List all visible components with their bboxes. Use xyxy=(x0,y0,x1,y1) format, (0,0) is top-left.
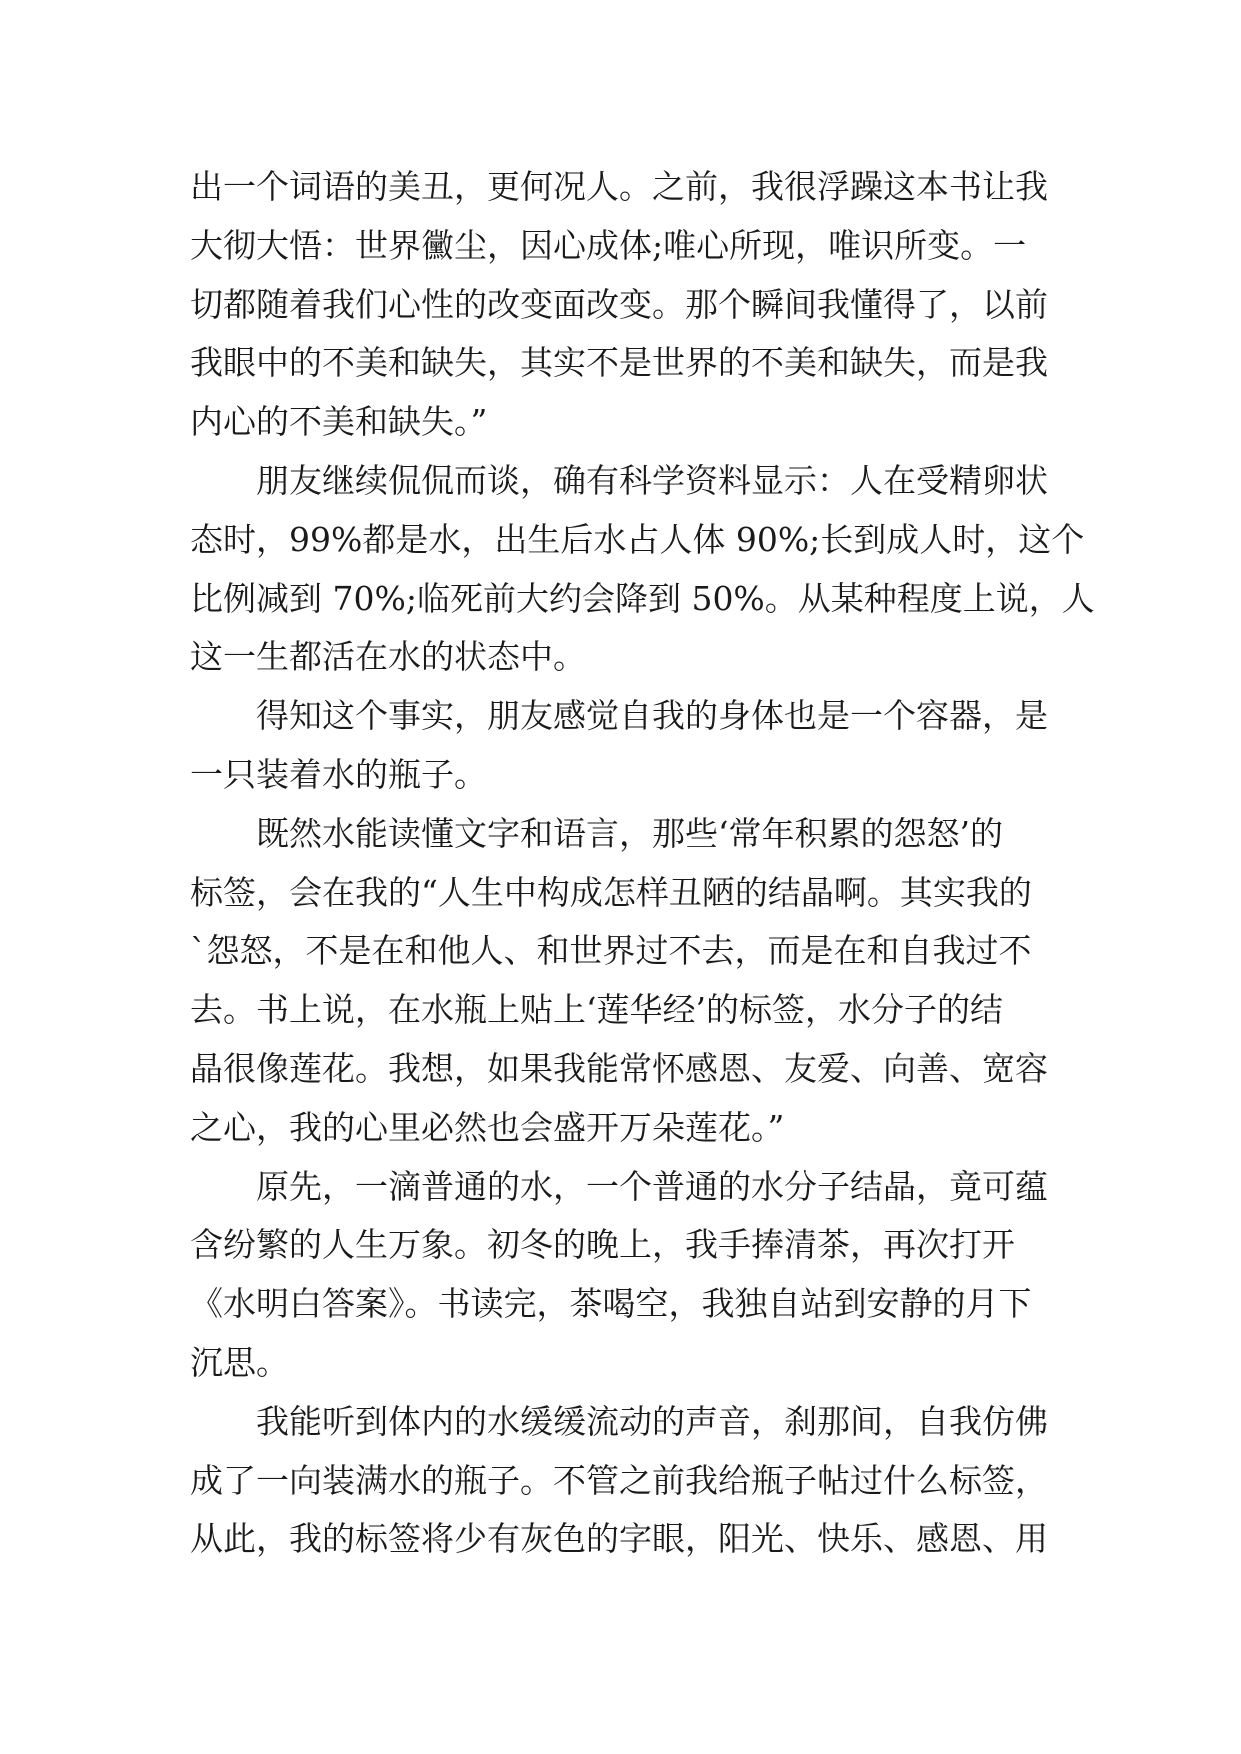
text-line: 成了一向装满水的瓶子。不管之前我给瓶子帖过什么标签， xyxy=(190,1460,1048,1500)
text-line: 出一个词语的美丑，更何况人。之前，我很浮躁这本书让我 xyxy=(190,167,1048,206)
paragraph-first-line: 得知这个事实，朋友感觉自我的身体也是一个容器，是 xyxy=(256,696,1048,736)
text-line: 这一生都活在水的状态中。 xyxy=(190,637,586,677)
text-line: 从此，我的标签将少有灰色的字眼，阳光、快乐、感恩、用 xyxy=(190,1519,1048,1559)
text-line: `怨怒，不是在和他人、和世界过不去，而是在和自我过不 xyxy=(190,931,1032,971)
text-line: 晶很像莲花。我想，如果我能常怀感恩、友爱、向善、宽容 xyxy=(190,1048,1048,1088)
body-text xyxy=(190,158,1095,1569)
text-line: 态时，99%都是水，出生后水占人体 90%;长到成人时，这个 xyxy=(190,519,1085,559)
text-line: 之心，我的心里必然也会盛开万朵莲花。” xyxy=(190,1107,785,1147)
text-line: 一只装着水的瓶子。 xyxy=(190,754,487,794)
text-line: 去。书上说，在水瓶上贴上‘莲华经’的标签，水分子的结 xyxy=(190,990,1003,1030)
text-line: 《水明白答案》。书读完，茶喝空，我独自站到安静的月下 xyxy=(190,1284,1032,1324)
paragraph-first-line: 我能听到体内的水缓缓流动的声音，刹那间，自我仿佛 xyxy=(256,1401,1048,1441)
text-line: 内心的不美和缺失。” xyxy=(190,402,488,442)
paragraph-first-line: 原先，一滴普通的水，一个普通的水分子结晶，竟可蕴 xyxy=(256,1166,1048,1206)
text-line: 标签，会在我的“人生中构成怎样丑陋的结晶啊。其实我的 xyxy=(190,872,1032,912)
paragraph-first-line: 既然水能读懂文字和语言，那些‘常年积累的怨怒’的 xyxy=(256,813,1003,853)
text-line: 沉思。 xyxy=(190,1342,289,1382)
paragraph-first-line: 朋友继续侃侃而谈，确有科学资料显示：人在受精卵状 xyxy=(256,460,1048,500)
text-line: 我眼中的不美和缺失，其实不是世界的不美和缺失，而是我 xyxy=(190,343,1048,383)
text-line: 大彻大悟：世界黴尘，因心成体;唯心所现，唯识所变。一 xyxy=(190,225,1027,265)
text-line: 比例减到 70%;临死前大约会降到 50%。从某种程度上说，人 xyxy=(190,578,1095,618)
text-line: 含纷繁的人生万象。初冬的晚上，我手捧清茶，再次打开 xyxy=(190,1225,1015,1265)
text-line: 切都随着我们心性的改变面改变。那个瞬间我懂得了，以前 xyxy=(190,284,1048,324)
